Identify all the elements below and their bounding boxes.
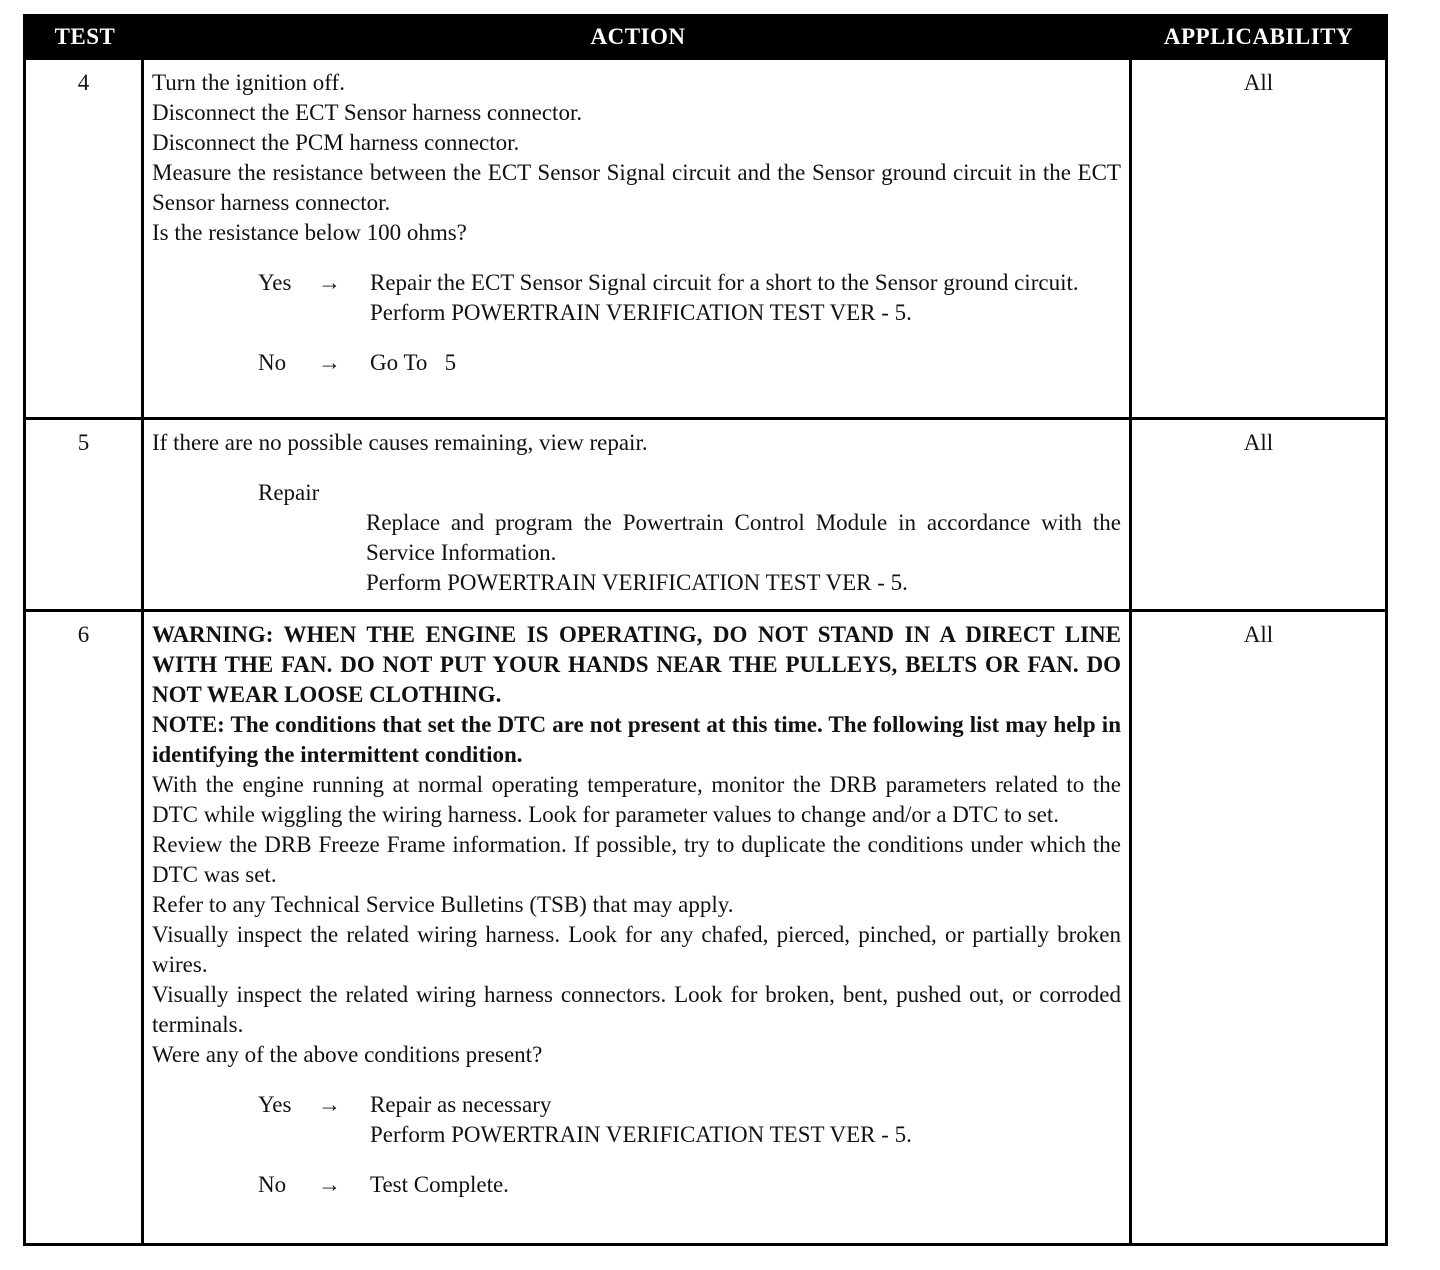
applicability: All bbox=[1243, 70, 1274, 95]
arrow-icon: → bbox=[318, 1172, 341, 1197]
action-line: Refer to any Technical Service Bulletins (TSB) that may apply. bbox=[152, 892, 734, 917]
action-line: Visually inspect the related wiring harness connectors. Look for broken, bent, pushed out, or corroded terminals. bbox=[152, 982, 1121, 1037]
note-text: NOTE: The conditions that set the DTC are not present at this time. The following list may help in identifying the intermittent condition. bbox=[152, 712, 1121, 767]
no-label: No bbox=[258, 350, 287, 375]
action-cell bbox=[144, 60, 1132, 417]
action-line: Visually inspect the related wiring harness. Look for any chafed, pierced, pinched, or partially broken wires. bbox=[152, 922, 1121, 977]
arrow-icon: → bbox=[318, 1092, 341, 1117]
action-line: Measure the resistance between the ECT Sensor Signal circuit and the Sensor ground circuit in the ECT Sensor harness connector. bbox=[152, 160, 1121, 215]
header-action: ACTION bbox=[590, 24, 686, 49]
table-header bbox=[26, 17, 1385, 57]
arrow-icon: → bbox=[318, 350, 341, 375]
action-line: Turn the ignition off. bbox=[152, 70, 345, 95]
yes-text: Perform POWERTRAIN VERIFICATION TEST VER - 5. bbox=[370, 1122, 912, 1147]
test-number: 4 bbox=[26, 60, 144, 417]
test-number: 5 bbox=[26, 420, 144, 609]
table-row bbox=[26, 609, 1385, 1243]
yes-text: Repair the ECT Sensor Signal circuit for a short to the Sensor ground circuit. bbox=[370, 270, 1079, 295]
no-response bbox=[152, 348, 1121, 378]
action-line: Disconnect the PCM harness connector. bbox=[152, 130, 520, 155]
action-question: Is the resistance below 100 ohms? bbox=[152, 220, 467, 245]
header-test: TEST bbox=[54, 24, 116, 49]
warning-text: WARNING: WHEN THE ENGINE IS OPERATING, DO NOT STAND IN A DIRECT LINE WITH THE FAN. DO NOT PUT YOUR HANDS NEAR THE PULLEYS, BELTS OR FAN. DO NOT WEAR LOOSE CLOTHING. bbox=[152, 622, 1121, 707]
action-cell bbox=[144, 420, 1132, 609]
applicability: All bbox=[1243, 622, 1274, 647]
table-row bbox=[26, 57, 1385, 417]
test-number: 6 bbox=[26, 612, 144, 1243]
repair-text: Perform POWERTRAIN VERIFICATION TEST VER - 5. bbox=[366, 570, 908, 595]
action-question: Were any of the above conditions present? bbox=[152, 1042, 543, 1067]
action-line: With the engine running at normal operating temperature, monitor the DRB parameters related to the DTC while wiggling the wiring harness. Look for parameter values to change and/or a DTC to set. bbox=[152, 772, 1121, 827]
yes-label: Yes bbox=[258, 270, 292, 295]
action-cell bbox=[144, 612, 1132, 1243]
yes-text: Repair as necessary bbox=[370, 1092, 552, 1117]
applicability: All bbox=[1243, 430, 1274, 455]
no-text: Go To 5 bbox=[370, 350, 457, 375]
yes-response bbox=[152, 1090, 1121, 1150]
yes-response bbox=[152, 268, 1121, 328]
header-applicability: APPLICABILITY bbox=[1163, 24, 1354, 49]
action-line: Review the DRB Freeze Frame information. If possible, try to duplicate the conditions under which the DTC was set. bbox=[152, 832, 1121, 887]
repair-body bbox=[366, 508, 1121, 598]
action-line: Disconnect the ECT Sensor harness connector. bbox=[152, 100, 583, 125]
repair-label: Repair bbox=[258, 480, 320, 505]
repair-text: Replace and program the Powertrain Control Module in accordance with the Service Information. bbox=[366, 510, 1121, 565]
no-text: Test Complete. bbox=[370, 1172, 509, 1197]
yes-text: Perform POWERTRAIN VERIFICATION TEST VER - 5. bbox=[370, 300, 912, 325]
yes-label: Yes bbox=[258, 1092, 292, 1117]
action-line: If there are no possible causes remaining, view repair. bbox=[152, 430, 648, 455]
no-response bbox=[152, 1170, 1121, 1200]
table-row bbox=[26, 417, 1385, 609]
no-label: No bbox=[258, 1172, 287, 1197]
arrow-icon: → bbox=[318, 270, 341, 295]
diagnostic-test-table bbox=[23, 14, 1388, 1246]
